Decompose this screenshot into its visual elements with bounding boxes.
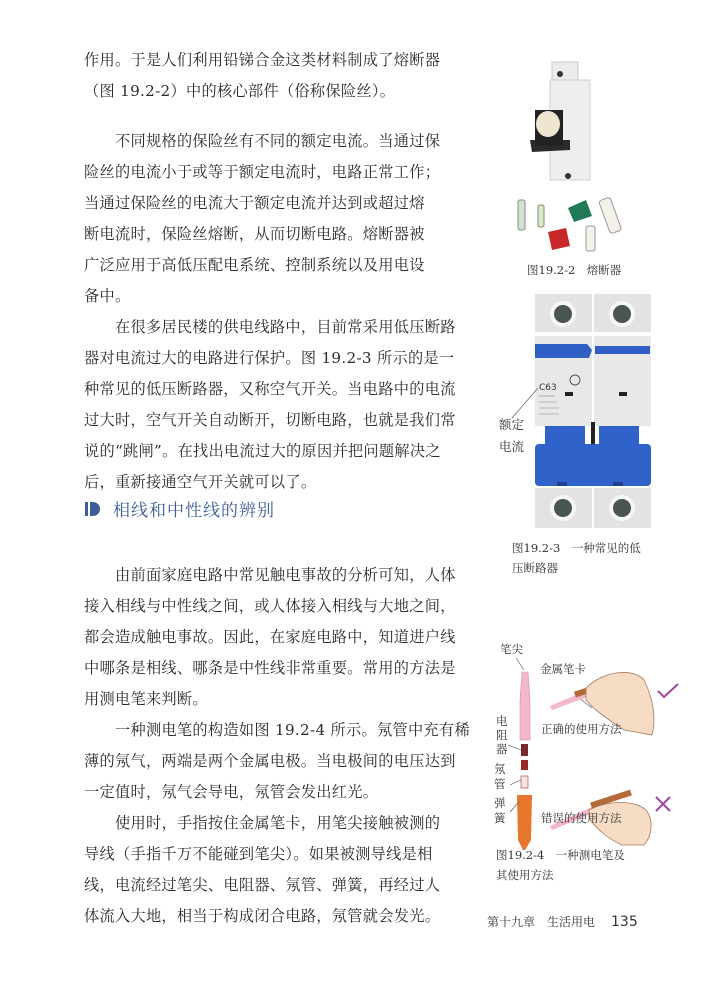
rated-current-label-line1: 额定 [499, 417, 525, 432]
label-resistor [496, 714, 508, 756]
text-line: 说的“跳闸”。在找出电流过大的原因并把问题解决之 [84, 442, 441, 460]
text-line: 接入相线与中性线之间，或人体接入相线与大地之间， [84, 597, 456, 615]
label-char: 簧 [494, 811, 506, 825]
text-line: 后，重新接通空气开关就可以了。 [84, 473, 317, 491]
text-line: 在很多居民楼的供电线路中，目前常采用低压断路 [115, 318, 456, 336]
cross-icon [654, 795, 672, 817]
text-line: 器对电流过大的电路进行保护。图 19.2-3 所示的是一 [84, 349, 455, 367]
section-marker-icon [84, 500, 102, 518]
section-heading-text: 相线和中性线的辨别 [113, 501, 275, 521]
caption-line: 图19.2-4 一种测电笔及 [496, 848, 625, 862]
figure-caption-fuse: 图19.2-2 熔断器 [527, 263, 622, 277]
caption-line: 图19.2-3 一种常见的低 [512, 541, 641, 555]
text-line: 过大时，空气开关自动断开，切断电路，也就是我们常 [84, 411, 456, 429]
text-line: 用测电笔来判断。 [84, 690, 208, 708]
text-line: 不同规格的保险丝有不同的额定电流。当通过保 [115, 132, 441, 150]
label-char: 管 [494, 777, 506, 791]
page-footer [487, 913, 638, 930]
caption-line: 压断路器 [512, 561, 558, 575]
rated-current-label-line2: 电流 [499, 439, 525, 454]
text-line: 中哪条是相线、哪条是中性线非常重要。常用的方法是 [84, 659, 456, 677]
figure-caption-breaker [512, 538, 641, 578]
text-line: 由前面家庭电路中常见触电事故的分析可知，人体 [115, 566, 456, 584]
text-line: 体流入大地，相当于构成闭合电路，氖管就会发光。 [84, 907, 441, 925]
text-line: 当通过保险丝的电流大于额定电流并达到或超过熔 [84, 194, 425, 212]
label-wrong-usage: 错误的使用方法 [541, 811, 622, 825]
check-icon [657, 682, 679, 704]
breaker-illustration [533, 292, 653, 532]
text-line: 都会造成触电事故。因此，在家庭电路中，知道进户线 [84, 628, 456, 646]
rated-current-label [499, 414, 524, 458]
label-metal-clip: 金属笔卡 [540, 662, 586, 676]
label-char: 电 [496, 714, 508, 728]
page-number: 135 [611, 913, 638, 930]
text-line: 线，电流经过笔尖、电阻器、氖管、弹簧，再经过人 [84, 876, 441, 894]
svg-text:C63: C63 [539, 383, 557, 393]
caption-line: 其使用方法 [496, 868, 554, 882]
figure-caption-test-pen [496, 845, 625, 885]
text-line: 一种测电笔的构造如图 19.2-4 所示。氖管中充有稀 [115, 721, 470, 739]
figure-fuse [510, 50, 640, 255]
label-correct-usage: 正确的使用方法 [541, 722, 622, 736]
figure-breaker [533, 292, 653, 532]
label-char: 氖 [494, 762, 506, 776]
label-char: 弹 [494, 796, 506, 810]
text-line: 作用。于是人们利用铅锑合金这类材料制成了熔断器 [84, 51, 441, 69]
label-spring [494, 796, 506, 826]
label-char: 器 [496, 742, 508, 756]
label-char: 阻 [496, 728, 508, 742]
text-line: 薄的氖气，两端是两个金属电极。当电极间的电压达到 [84, 752, 456, 770]
text-line: 备中。 [84, 287, 131, 305]
fuse-illustration [510, 50, 640, 255]
text-line: 种常见的低压断路器，又称空气开关。当电路中的电流 [84, 380, 456, 398]
text-line: 使用时，手指按住金属笔卡，用笔尖接触被测的 [115, 814, 441, 832]
text-line: 险丝的电流小于或等于额定电流时，电路正常工作； [84, 163, 441, 181]
text-line: （图 19.2-2）中的核心部件（俗称保险丝）。 [84, 82, 396, 100]
text-line: 一定值时，氖气会导电，氖管会发出红光。 [84, 783, 379, 801]
text-line: 断电流时，保险丝熔断，从而切断电路。熔断器被 [84, 225, 425, 243]
label-pen-tip: 笔尖 [500, 642, 523, 656]
text-line: 导线（手指千万不能碰到笔尖）。如果被测导线是相 [84, 845, 433, 863]
section-heading [84, 496, 275, 521]
label-neon-tube [494, 762, 506, 792]
chapter-title: 第十九章 生活用电 [487, 915, 596, 929]
text-line: 广泛应用于高低压配电系统、控制系统以及用电设 [84, 256, 425, 274]
